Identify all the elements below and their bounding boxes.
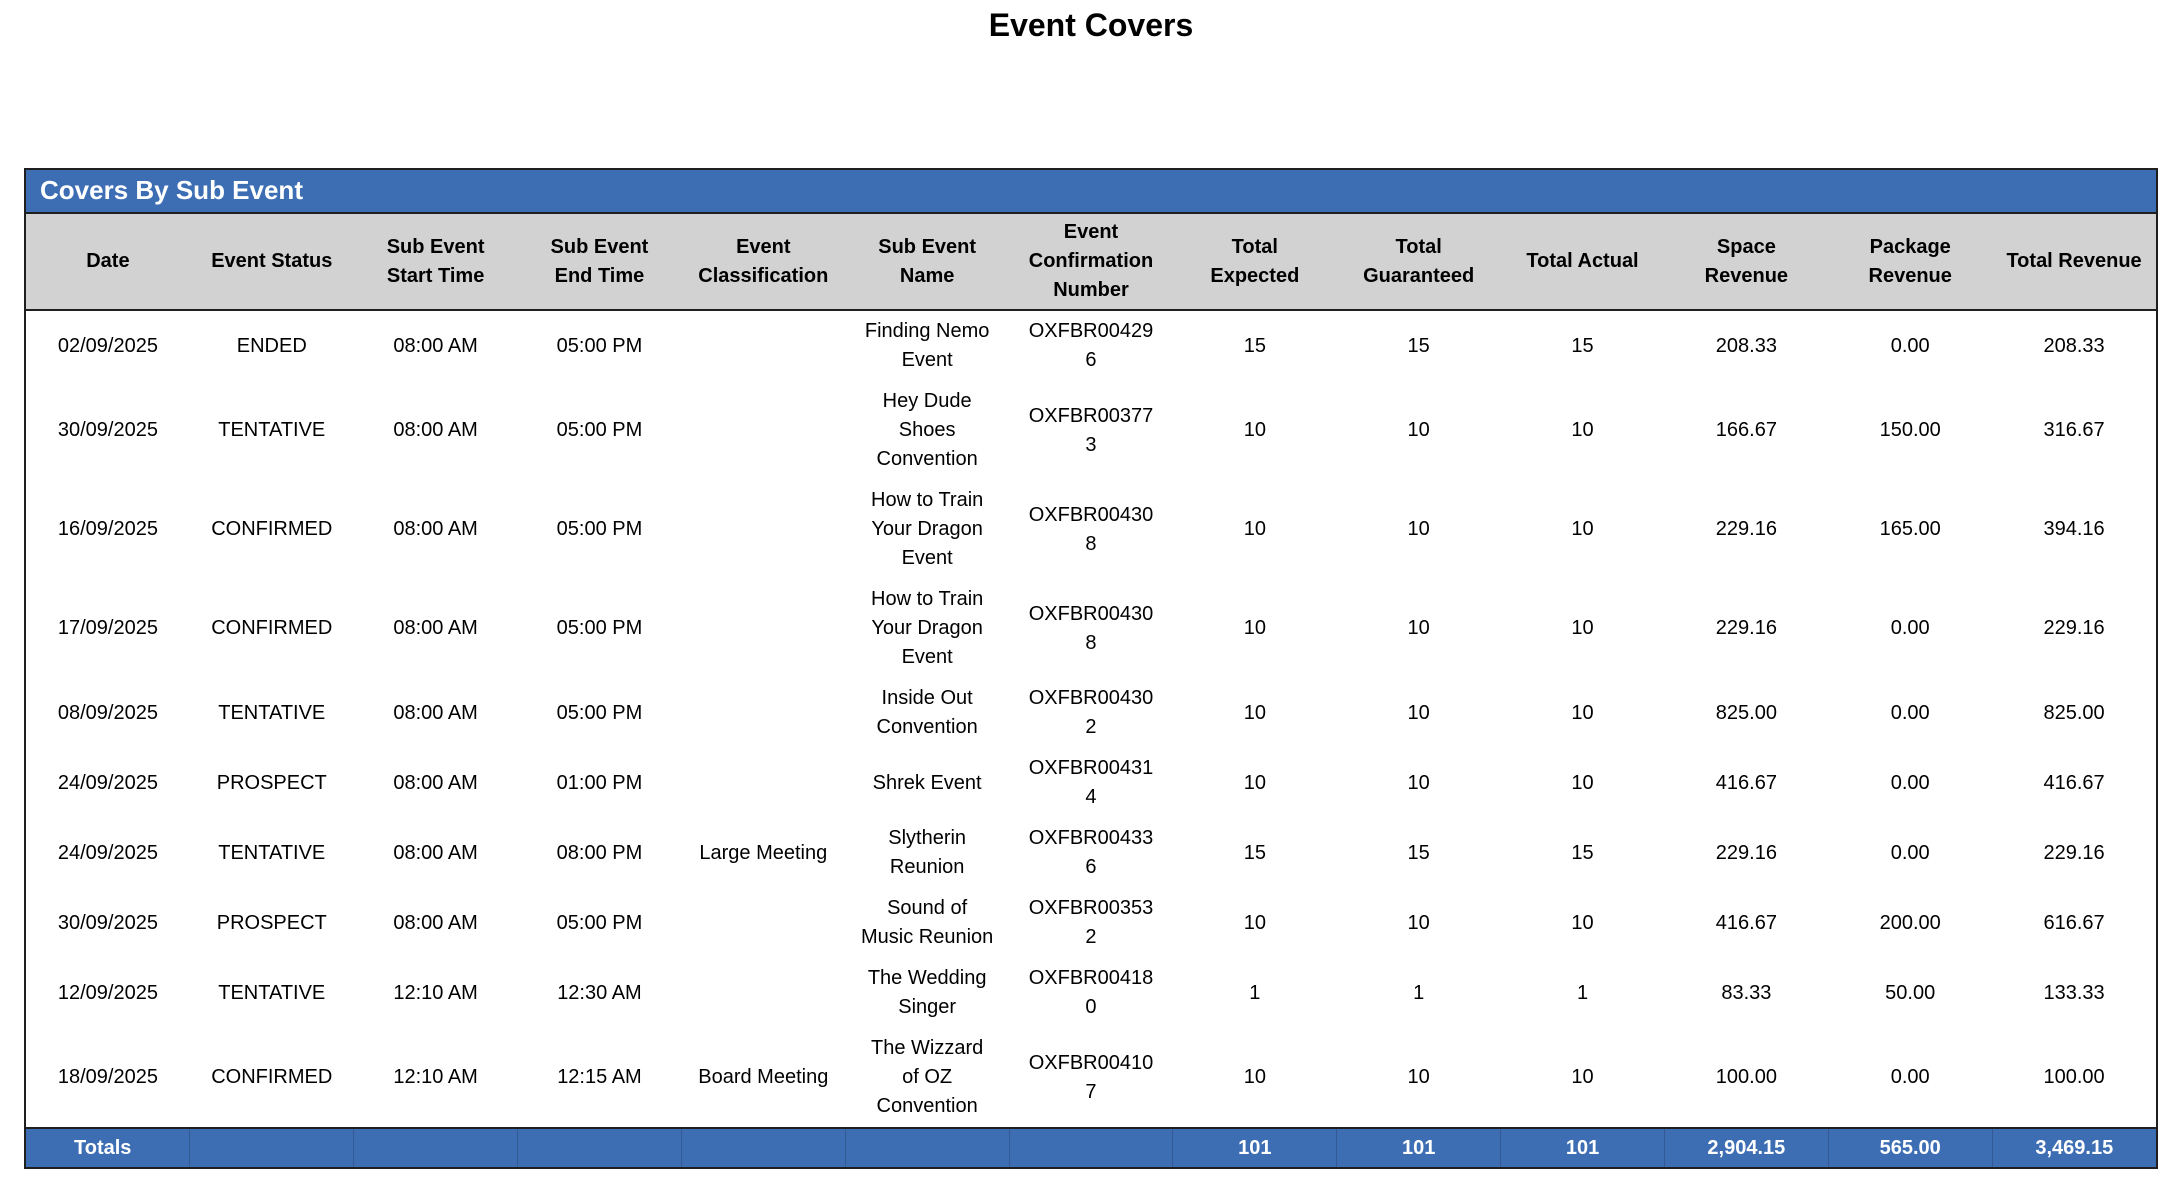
cell-confirmation: OXFBR004180 bbox=[1028, 967, 1154, 1018]
cell-confirmation: OXFBR004308 bbox=[1028, 503, 1154, 555]
cell-package_revenue: 0.00 bbox=[1890, 617, 1930, 639]
cell-package_revenue: 0.00 bbox=[1890, 771, 1930, 794]
totals-row bbox=[26, 1128, 2156, 1167]
cell-total_revenue: 229.16 bbox=[2043, 841, 2105, 864]
cell-confirmation: OXFBR004296 bbox=[1028, 320, 1154, 371]
cell-event_status: TENTATIVE bbox=[218, 841, 326, 864]
cell-classification bbox=[681, 748, 845, 818]
totals-confirmation bbox=[1009, 1128, 1173, 1167]
cell-actual: 15 bbox=[1571, 841, 1594, 864]
cell-guaranteed: 10 bbox=[1407, 701, 1430, 724]
cell-confirmation: OXFBR004336 bbox=[1028, 827, 1154, 878]
column-header-start_time: Sub Event Start Time bbox=[354, 214, 518, 310]
cell-guaranteed: 15 bbox=[1407, 334, 1430, 357]
section-header-bar bbox=[26, 170, 2156, 214]
cell-classification bbox=[681, 381, 845, 480]
covers-report bbox=[24, 168, 2158, 1169]
table-header bbox=[26, 214, 2156, 310]
column-header-event_status: Event Status bbox=[190, 214, 354, 310]
cell-actual: 10 bbox=[1571, 419, 1594, 441]
cell-start_time: 12:10 AM bbox=[393, 981, 478, 1004]
cell-date: 16/09/2025 bbox=[57, 518, 158, 540]
cell-date: 02/09/2025 bbox=[57, 334, 158, 357]
cell-confirmation: OXFBR003532 bbox=[1028, 897, 1154, 948]
cell-guaranteed: 10 bbox=[1407, 617, 1430, 639]
cell-total_revenue: 616.67 bbox=[2043, 911, 2105, 934]
cell-event_status: PROSPECT bbox=[216, 911, 327, 934]
table-row bbox=[26, 480, 2156, 579]
cell-package_revenue: 0.00 bbox=[1890, 701, 1930, 724]
cell-event_status: TENTATIVE bbox=[218, 981, 326, 1004]
cell-name: The Wizzard of OZ Convention bbox=[871, 1037, 984, 1117]
cell-guaranteed: 10 bbox=[1407, 771, 1430, 794]
cell-total_revenue: 825.00 bbox=[2043, 701, 2105, 724]
cell-confirmation: OXFBR004302 bbox=[1028, 687, 1154, 738]
cell-total_revenue: 394.16 bbox=[2043, 518, 2105, 540]
cell-space_revenue: 416.67 bbox=[1715, 771, 1777, 794]
cell-actual: 10 bbox=[1571, 911, 1594, 934]
cell-expected: 10 bbox=[1243, 911, 1266, 934]
cell-end_time: 12:15 AM bbox=[557, 1066, 642, 1088]
cell-name: How to Train Your Dragon Event bbox=[871, 489, 984, 569]
cell-end_time: 08:00 PM bbox=[556, 841, 643, 864]
cell-actual: 10 bbox=[1571, 771, 1594, 794]
cell-start_time: 08:00 AM bbox=[393, 841, 478, 864]
table-row bbox=[26, 678, 2156, 748]
cell-space_revenue: 416.67 bbox=[1715, 911, 1777, 934]
cell-classification bbox=[681, 579, 845, 678]
table-body bbox=[26, 310, 2156, 1128]
cell-end_time: 12:30 AM bbox=[557, 981, 642, 1004]
column-header-name: Sub Event Name bbox=[845, 214, 1009, 310]
cell-event_status: CONFIRMED bbox=[211, 518, 333, 540]
cell-actual: 1 bbox=[1576, 981, 1589, 1004]
cell-classification bbox=[681, 480, 845, 579]
cell-package_revenue: 150.00 bbox=[1879, 419, 1941, 441]
cell-name: The Wedding Singer bbox=[867, 967, 987, 1018]
cell-expected: 15 bbox=[1243, 334, 1266, 357]
cell-expected: 10 bbox=[1243, 771, 1266, 794]
cell-space_revenue: 229.16 bbox=[1715, 617, 1777, 639]
cell-event_status: CONFIRMED bbox=[211, 617, 333, 639]
cell-end_time: 01:00 PM bbox=[556, 771, 643, 794]
table-row bbox=[26, 310, 2156, 381]
cell-start_time: 12:10 AM bbox=[393, 1066, 478, 1088]
cell-confirmation: OXFBR004314 bbox=[1028, 757, 1154, 808]
cell-package_revenue: 0.00 bbox=[1890, 841, 1930, 864]
table-header-row bbox=[26, 214, 2156, 310]
table-row bbox=[26, 748, 2156, 818]
cell-end_time: 05:00 PM bbox=[556, 911, 643, 934]
cell-package_revenue: 50.00 bbox=[1885, 981, 1936, 1004]
column-header-package_revenue: Package Revenue bbox=[1828, 214, 1992, 310]
cell-expected: 1 bbox=[1249, 981, 1261, 1004]
column-header-end_time: Sub Event End Time bbox=[518, 214, 682, 310]
covers-table bbox=[26, 214, 2156, 1167]
column-header-date: Date bbox=[26, 214, 190, 310]
cell-end_time: 05:00 PM bbox=[556, 617, 643, 639]
cell-date: 24/09/2025 bbox=[57, 771, 158, 794]
column-header-classification: Event Classification bbox=[681, 214, 845, 310]
cell-name: Sound of Music Reunion bbox=[860, 897, 994, 948]
cell-confirmation: OXFBR003773 bbox=[1028, 404, 1154, 456]
cell-confirmation: OXFBR004107 bbox=[1028, 1051, 1154, 1103]
table-row bbox=[26, 579, 2156, 678]
cell-total_revenue: 416.67 bbox=[2043, 771, 2105, 794]
cell-event_status: ENDED bbox=[236, 334, 307, 357]
cell-guaranteed: 15 bbox=[1407, 841, 1430, 864]
table-row bbox=[26, 958, 2156, 1028]
cell-classification bbox=[681, 888, 845, 958]
cell-name: Slytherin Reunion bbox=[888, 827, 967, 878]
cell-event_status: TENTATIVE bbox=[218, 701, 326, 724]
table-footer bbox=[26, 1128, 2156, 1167]
cell-end_time: 05:00 PM bbox=[556, 518, 643, 540]
cell-date: 12/09/2025 bbox=[57, 981, 158, 1004]
cell-space_revenue: 166.67 bbox=[1715, 419, 1777, 441]
cell-package_revenue: 0.00 bbox=[1890, 1066, 1930, 1088]
cell-name: Hey Dude Shoes Convention bbox=[876, 390, 978, 470]
cell-classification bbox=[681, 310, 845, 381]
totals-classification bbox=[681, 1128, 845, 1167]
cell-space_revenue: 100.00 bbox=[1715, 1066, 1777, 1088]
cell-classification: Large Meeting bbox=[699, 841, 828, 864]
report-page bbox=[0, 6, 2182, 1169]
cell-guaranteed: 10 bbox=[1407, 911, 1430, 934]
cell-date: 30/09/2025 bbox=[57, 911, 158, 934]
totals-start_time bbox=[354, 1128, 518, 1167]
cell-actual: 10 bbox=[1571, 518, 1594, 540]
column-header-confirmation: Event Confirmation Number bbox=[1009, 214, 1173, 310]
cell-start_time: 08:00 AM bbox=[393, 771, 478, 794]
column-header-expected: Total Expected bbox=[1173, 214, 1337, 310]
cell-start_time: 08:00 AM bbox=[393, 334, 478, 357]
totals-actual: 101 bbox=[1501, 1128, 1665, 1167]
cell-start_time: 08:00 AM bbox=[393, 701, 478, 724]
column-header-space_revenue: Space Revenue bbox=[1664, 214, 1828, 310]
cell-package_revenue: 200.00 bbox=[1879, 911, 1941, 934]
totals-total_revenue: 3,469.15 bbox=[1992, 1128, 2156, 1167]
column-header-actual: Total Actual bbox=[1501, 214, 1665, 310]
cell-date: 24/09/2025 bbox=[57, 841, 158, 864]
cell-start_time: 08:00 AM bbox=[393, 518, 478, 540]
table-row bbox=[26, 888, 2156, 958]
section-title: Covers By Sub Event bbox=[40, 175, 303, 205]
column-header-guaranteed: Total Guaranteed bbox=[1337, 214, 1501, 310]
cell-start_time: 08:00 AM bbox=[393, 911, 478, 934]
cell-space_revenue: 825.00 bbox=[1715, 701, 1777, 724]
totals-end_time bbox=[518, 1128, 682, 1167]
cell-guaranteed: 1 bbox=[1413, 981, 1425, 1004]
cell-classification bbox=[681, 958, 845, 1028]
cell-package_revenue: 165.00 bbox=[1879, 518, 1941, 540]
cell-confirmation: OXFBR004308 bbox=[1028, 602, 1154, 654]
cell-date: 17/09/2025 bbox=[57, 617, 158, 639]
cell-total_revenue: 133.33 bbox=[2043, 981, 2105, 1004]
cell-space_revenue: 83.33 bbox=[1721, 981, 1772, 1004]
cell-name: Inside Out Convention bbox=[876, 687, 978, 738]
cell-end_time: 05:00 PM bbox=[556, 419, 643, 441]
cell-expected: 10 bbox=[1243, 419, 1266, 441]
cell-start_time: 08:00 AM bbox=[393, 617, 478, 639]
column-header-total_revenue: Total Revenue bbox=[1992, 214, 2156, 310]
cell-guaranteed: 10 bbox=[1407, 419, 1430, 441]
cell-guaranteed: 10 bbox=[1407, 1066, 1430, 1088]
cell-classification: Board Meeting bbox=[698, 1066, 829, 1088]
cell-space_revenue: 229.16 bbox=[1715, 518, 1777, 540]
cell-expected: 10 bbox=[1243, 701, 1266, 724]
cell-space_revenue: 229.16 bbox=[1715, 841, 1777, 864]
table-row bbox=[26, 381, 2156, 480]
table-row bbox=[26, 1028, 2156, 1128]
cell-name: Shrek Event bbox=[872, 771, 982, 794]
cell-event_status: PROSPECT bbox=[216, 771, 327, 794]
cell-event_status: CONFIRMED bbox=[211, 1066, 333, 1088]
totals-guaranteed: 101 bbox=[1337, 1128, 1501, 1167]
cell-start_time: 08:00 AM bbox=[393, 419, 478, 441]
cell-classification bbox=[681, 678, 845, 748]
cell-actual: 10 bbox=[1571, 701, 1594, 724]
cell-total_revenue: 229.16 bbox=[2043, 617, 2105, 639]
cell-package_revenue: 0.00 bbox=[1890, 334, 1930, 357]
page-title: Event Covers bbox=[988, 7, 1194, 43]
cell-actual: 10 bbox=[1571, 1066, 1594, 1088]
cell-expected: 15 bbox=[1243, 841, 1266, 864]
cell-expected: 10 bbox=[1243, 518, 1266, 540]
totals-package_revenue: 565.00 bbox=[1828, 1128, 1992, 1167]
cell-total_revenue: 208.33 bbox=[2043, 334, 2105, 357]
totals-label: Totals bbox=[26, 1128, 190, 1167]
cell-end_time: 05:00 PM bbox=[556, 334, 643, 357]
cell-event_status: TENTATIVE bbox=[218, 419, 326, 441]
cell-guaranteed: 10 bbox=[1407, 518, 1430, 540]
cell-date: 30/09/2025 bbox=[57, 419, 158, 441]
cell-name: Finding Nemo Event bbox=[864, 320, 990, 371]
cell-space_revenue: 208.33 bbox=[1715, 334, 1777, 357]
cell-date: 18/09/2025 bbox=[57, 1066, 158, 1088]
totals-space_revenue: 2,904.15 bbox=[1664, 1128, 1828, 1167]
cell-expected: 10 bbox=[1243, 1066, 1266, 1088]
cell-expected: 10 bbox=[1243, 617, 1266, 639]
cell-end_time: 05:00 PM bbox=[556, 701, 643, 724]
cell-date: 08/09/2025 bbox=[57, 701, 158, 724]
cell-total_revenue: 100.00 bbox=[2043, 1066, 2105, 1088]
cell-name: How to Train Your Dragon Event bbox=[871, 588, 984, 668]
table-row bbox=[26, 818, 2156, 888]
cell-actual: 10 bbox=[1571, 617, 1594, 639]
totals-expected: 101 bbox=[1173, 1128, 1337, 1167]
totals-event_status bbox=[190, 1128, 354, 1167]
totals-name bbox=[845, 1128, 1009, 1167]
cell-actual: 15 bbox=[1571, 334, 1594, 357]
cell-total_revenue: 316.67 bbox=[2043, 419, 2105, 441]
